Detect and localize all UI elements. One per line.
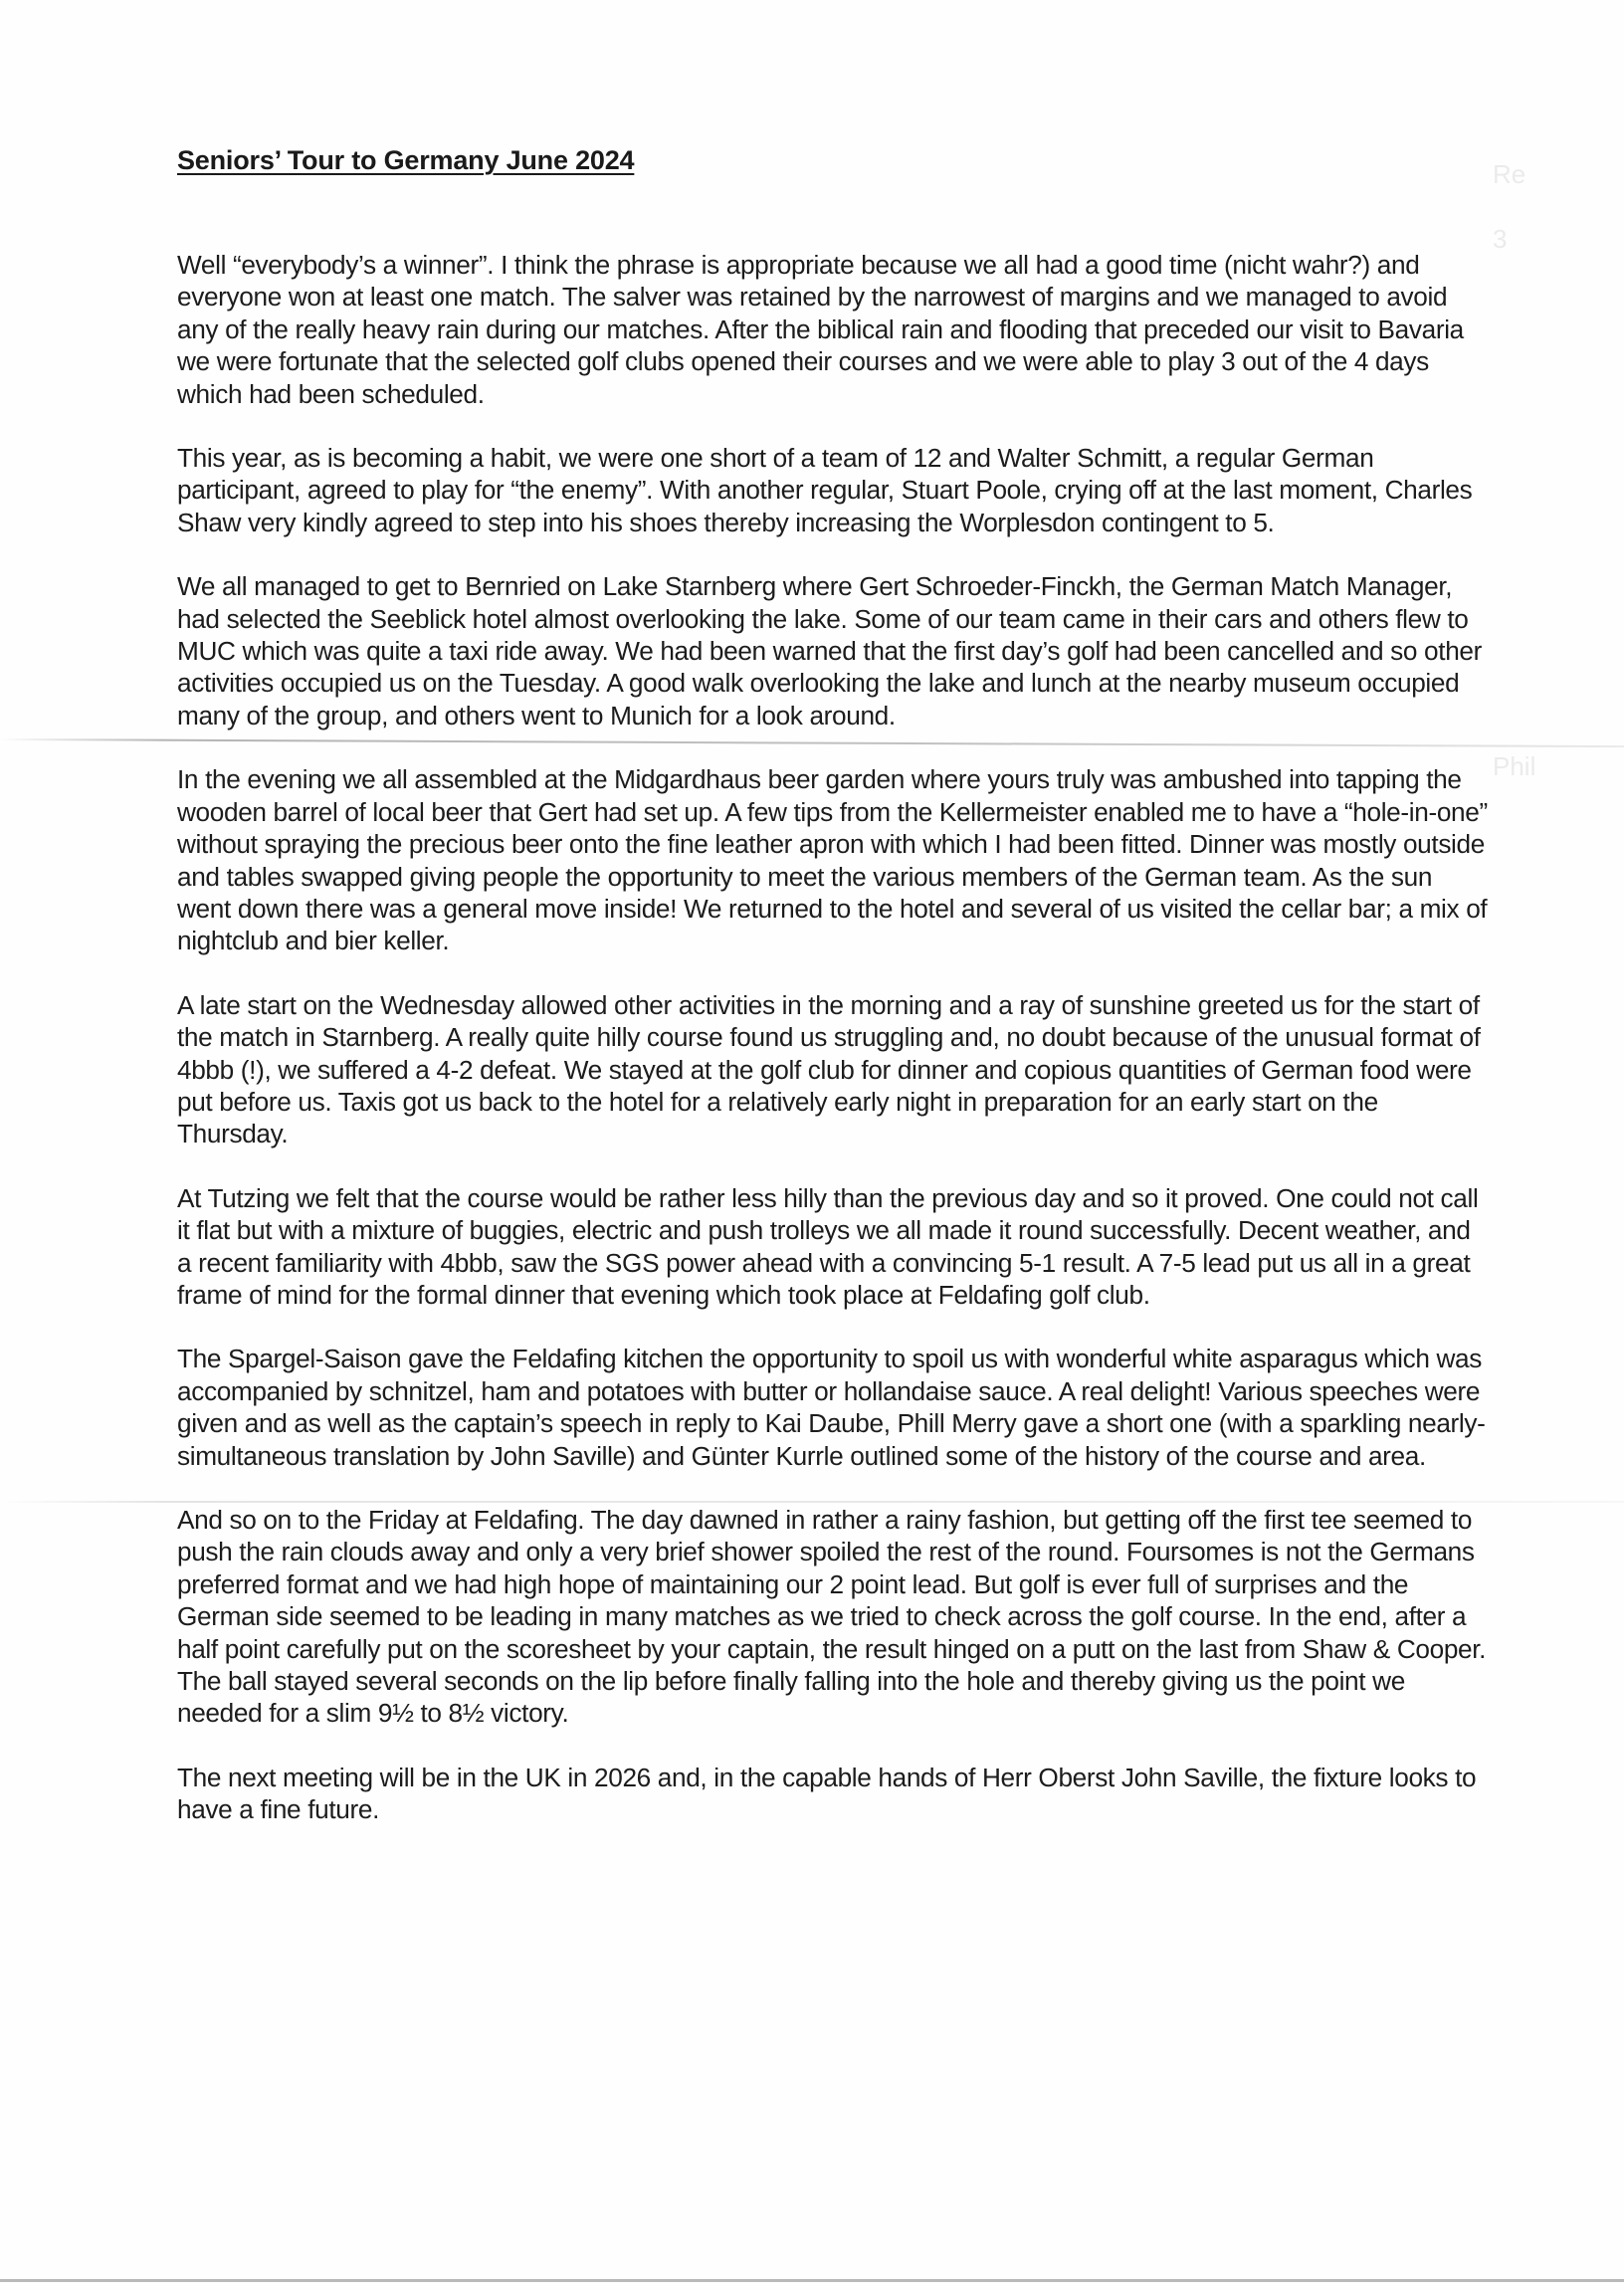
scan-fold-line: [0, 1501, 1624, 1503]
paragraph-feldafing: And so on to the Friday at Feldafing. The day dawned in rather a rainy fashion, but getting off the first tee seemed to push the rain clouds away and only a very brief shower spoiled the rest of the round. Foursomes is not the Germans preferred format and we had high hope of maintaining our 2 point lead. But golf is ever full of surprises and the German side seemed to be leading in many matches as we tried to check across the golf course. In the end, after a half point carefully put on the scoresheet by your captain, the result hinged on a putt on the last from Shaw & Cooper. The ball stayed several seconds on the lip before finally falling into the hole and thereby giving us the point we needed for a slim 9½ to 8½ victory.: [177, 1505, 1487, 1729]
show-through-text: Phil: [1493, 751, 1536, 781]
document-body: [177, 249, 1491, 1858]
paragraph-next-meeting: The next meeting will be in the UK in 2026 and, in the capable hands of Herr Oberst John Saville, the fixture looks to have a fine future.: [177, 1762, 1477, 1825]
paragraph-tutzing: At Tutzing we felt that the course would be rather less hilly than the previous day and so it proved. One could not call it flat but with a mixture of buggies, electric and push trolleys we all made it round successfully. Decent weather, and a recent familiarity with 4bbb, saw the SGS power ahead with a convincing 5-1 result. A 7-5 lead put us all in a great frame of mind for the formal dinner that evening which took place at Feldafing golf club.: [177, 1182, 1479, 1310]
paragraph-evening: In the evening we all assembled at the Midgardhaus beer garden where yours truly was ambushed into tapping the wooden barrel of local beer that Gert had set up. A few tips from the Kellermeister enabled me to have a “hole-in-one” without spraying the precious beer onto the fine leather apron with which I had been fitted. Dinner was mostly outside and tables swapped giving people the opportunity to meet the various members of the German team. As the sun went down there was a general move inside! We returned to the hotel and several of us visited the cellar bar; a mix of nightclub and bier keller.: [177, 764, 1488, 956]
show-through-text: 3: [1493, 224, 1508, 254]
paragraph-dinner: The Spargel-Saison gave the Feldafing kitchen the opportunity to spoil us with wonderful white asparagus which was accompanied by schnitzel, ham and potatoes with butter or hollandaise sauce. A real delight! Various speeches were given and as well as the captain’s speech in reply to Kai Daube, Phill Merry gave a short one (with a sparkling nearly-simultaneous translation by John Saville) and Günter Kurrle outlined some of the history of the course and area.: [177, 1344, 1486, 1471]
paragraph-arrival: We all managed to get to Bernried on Lake Starnberg where Gert Schroeder-Finckh, the German Match Manager, had selected the Seeblick hotel almost overlooking the lake. Some of our team came in their cars and others flew to MUC which was quite a taxi ride away. We had been warned that the first day’s golf had been cancelled and so other activities occupied us on the Tuesday. A good walk overlooking the lake and lunch at the nearby museum occupied many of the group, and others went to Munich for a look around.: [177, 571, 1482, 730]
document-title: Seniors’ Tour to Germany June 2024: [177, 145, 635, 175]
paragraph-team: This year, as is becoming a habit, we were one short of a team of 12 and Walter Schmitt, a regular German participant, agreed to play for “the enemy”. With another regular, Stuart Poole, crying off at the last moment, Charles Shaw very kindly agreed to step into his shoes thereby increasing the Worplesdon contingent to 5.: [177, 443, 1473, 537]
paragraph-intro: Well “everybody’s a winner”. I think the phrase is appropriate because we all had a good time (nicht wahr?) and everyone won at least one match. The salver was retained by the narrowest of margins and we managed to avoid any of the really heavy rain during our matches. After the biblical rain and flooding that preceded our visit to Bavaria we were fortunate that the selected golf clubs opened their courses and we were able to play 3 out of the 4 days which had been scheduled.: [177, 250, 1464, 409]
show-through-text: Re: [1493, 159, 1526, 189]
paragraph-starnberg: A late start on the Wednesday allowed other activities in the morning and a ray of sunshine greeted us for the start of the match in Starnberg. A really quite hilly course found us struggling and, no doubt because of the unusual format of 4bbb (!), we suffered a 4-2 defeat. We stayed at the golf club for dinner and copious quantities of German food were put before us. Taxis got us back to the hotel for a relatively early night in preparation for an early start on the Thursday.: [177, 989, 1481, 1149]
page-bottom-edge: [0, 2279, 1624, 2282]
